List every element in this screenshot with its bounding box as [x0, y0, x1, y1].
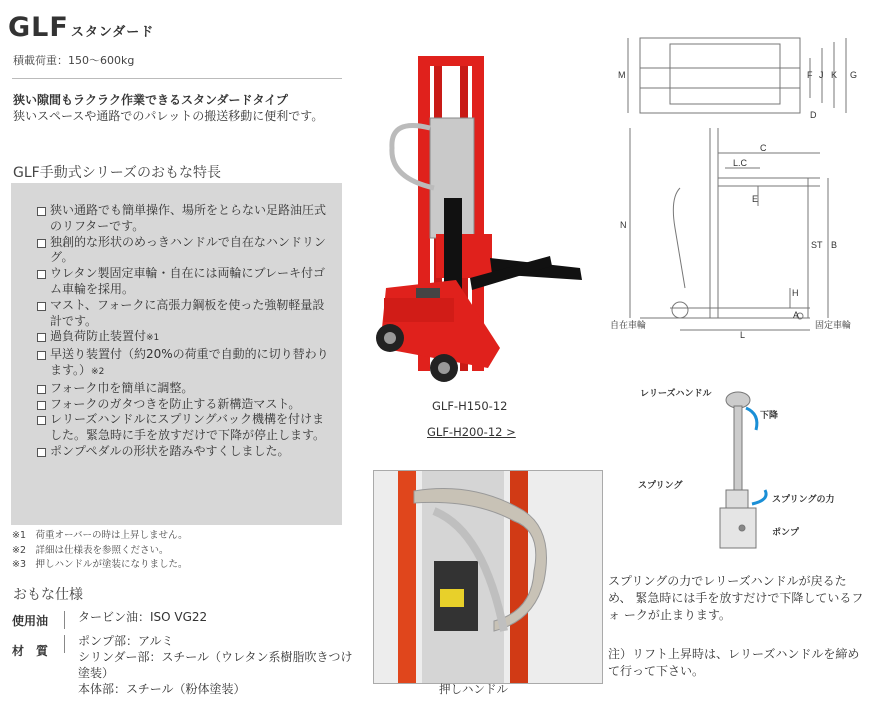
capacity-text: 積載荷重：150〜600kg	[13, 54, 135, 67]
model-link[interactable]: GLF-H200-12 >	[427, 425, 516, 439]
feature-item: マスト、フォークに高張力鋼板を使った強靭軽量設計です。	[37, 298, 330, 330]
lead-block	[13, 92, 343, 124]
features-list	[11, 183, 342, 460]
feature-item: 早送り装置付（約20%の荷重で自動的に切り替わります。）※2	[37, 347, 330, 381]
dimension-diagram	[610, 28, 868, 338]
handle-photo	[373, 470, 603, 684]
feature-item: 過負荷防止装置付※1	[37, 329, 330, 347]
fixed-wheel-label: 固定車輪	[815, 320, 852, 330]
product-title	[8, 12, 154, 43]
dim-label-j: J	[819, 70, 824, 80]
feature-item: ポンプペダルの形状を踏みやすくしました。	[37, 444, 330, 460]
dim-label-f: F	[807, 70, 813, 80]
footnote: ※1 荷重オーバーの時は上昇しません。	[12, 530, 188, 541]
pump-label: ポンプ	[772, 527, 800, 537]
dim-label-h: H	[792, 288, 799, 298]
dim-label-k: K	[831, 70, 838, 80]
spring-force-label: スプリングの力	[772, 494, 835, 504]
material-label: 材 質	[12, 644, 49, 658]
specs-title: おもな仕様	[13, 587, 83, 603]
dim-label-b: B	[831, 240, 838, 250]
spec-separator	[64, 635, 65, 653]
down-arrow-icon	[746, 408, 757, 430]
divider	[12, 78, 342, 79]
spring-arrow-icon	[752, 490, 766, 504]
dim-label-m: M	[618, 70, 626, 80]
footnote: ※3 押しハンドルが塗装になりました。	[12, 559, 188, 570]
explanation-note: 注）リフト上昇時は、レリーズハンドルを締めて行って下さい。	[608, 647, 860, 678]
model-name: GLF	[8, 12, 69, 43]
model-caption: GLF-H150-12	[432, 399, 508, 413]
dim-label-lc: L.C	[733, 158, 748, 168]
features-title: GLF手動式シリーズのおもな特長	[13, 165, 222, 181]
material-values: ポンプ部：アルミ シリンダー部：スチール（ウレタン系樹脂吹きつけ塗装） 本体部：スチール（粉体塗装）	[78, 634, 353, 696]
dim-label-l: L	[740, 330, 746, 338]
footnote: ※2 詳細は仕様表を参照ください。	[12, 544, 169, 556]
handle-caption: 押しハンドル	[439, 682, 508, 696]
feature-item: 狭い通路でも簡単操作、場所をとらない足路油圧式のリフターです。	[37, 203, 330, 235]
oil-value: タービン油：ISO VG22	[78, 610, 208, 624]
release-handle-label: レリーズハンドル	[640, 388, 712, 398]
down-label: 下降	[760, 410, 779, 420]
handle-illustration	[374, 471, 602, 683]
dim-label-st: ST	[811, 240, 823, 250]
dim-label-n: N	[620, 220, 627, 230]
footnotes	[12, 529, 188, 573]
explanation-text: スプリングの力でレリーズハンドルが戻るため、 緊急時には手を放すだけで下降しているフォ ークが止まります。	[608, 574, 864, 622]
dim-label-e: E	[752, 194, 759, 204]
feature-item: ウレタン製固定車輪・自在には両輪にブレーキ付ゴム車輪を採用。	[37, 266, 330, 298]
lifter-photo	[360, 48, 595, 393]
spring-label: スプリング	[638, 480, 683, 490]
lead-headline: 狭い隙間もラクラク作業できるスタンダードタイプ	[13, 93, 288, 107]
feature-item: 独創的な形状のめっきハンドルで自在なハンドリング。	[37, 235, 330, 267]
dim-label-d: D	[810, 110, 817, 120]
spec-separator	[64, 611, 65, 629]
features-box	[11, 183, 342, 525]
specs-table	[12, 609, 353, 709]
lead-body: 狭いスペースや通路でのパレットの搬送移動に便利です。	[13, 109, 324, 123]
feature-item: フォークのガタつきを防止する新構造マスト。	[37, 397, 330, 413]
feature-item: レリーズハンドルにスプリングバック機構を付けました。緊急時に手を放すだけで下降が停止します。	[37, 412, 330, 444]
dim-label-g: G	[850, 70, 858, 80]
dim-label-c: C	[760, 143, 767, 153]
type-label: スタンダード	[70, 25, 155, 40]
oil-label: 使用油	[12, 614, 49, 628]
feature-item: フォーク巾を簡単に調整。	[37, 381, 330, 397]
dim-label-a: A	[793, 310, 800, 320]
caster-label: 自在車輪	[610, 320, 647, 330]
release-handle-diagram	[630, 380, 860, 565]
